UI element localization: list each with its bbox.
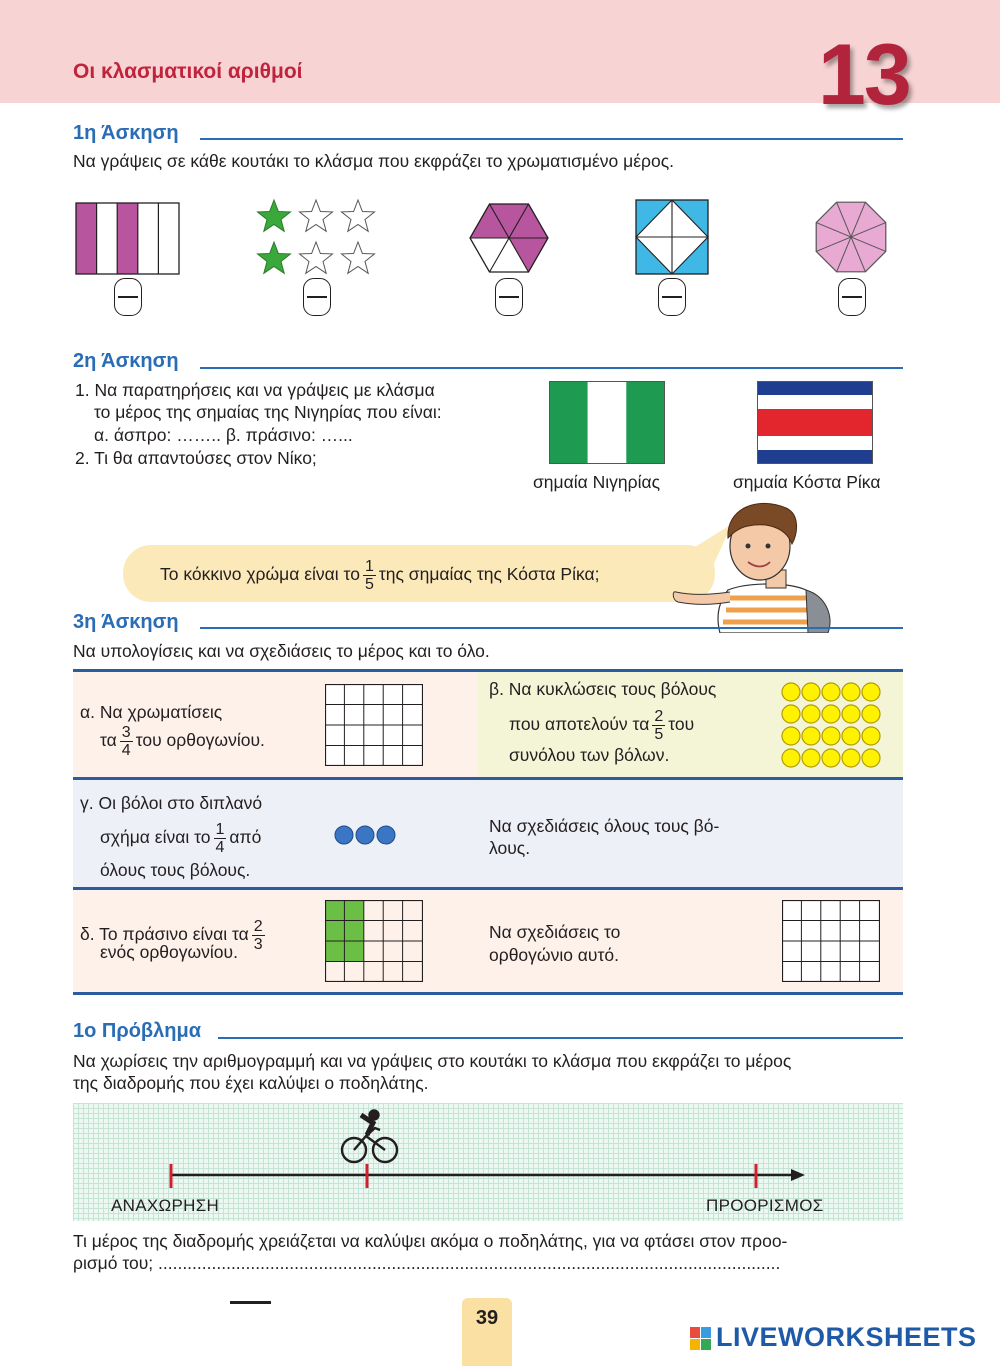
table-rule-top	[73, 669, 903, 672]
answer-box-2[interactable]	[303, 278, 331, 316]
exercise3-rule	[200, 627, 903, 629]
exercise1-instruction: Να γράψεις σε κάθε κουτάκι το κλάσμα που εκφράζει το χρωματισμένο μέρος.	[73, 151, 674, 171]
row-d-fraction-num: 2	[253, 918, 263, 935]
row-c-right-line1: Να σχεδιάσεις όλους τους βό-	[489, 816, 720, 836]
row-c-pre: σχήμα είναι το	[100, 827, 211, 848]
chapter-number: 13	[818, 27, 910, 123]
stars-shape	[258, 200, 375, 273]
exercise1-title: 1η Άσκηση	[73, 122, 179, 144]
row-c-post: από	[229, 827, 262, 848]
bubble-text-after: της σημαίας της Κόστα Ρίκα;	[378, 564, 600, 585]
row-a-line2	[100, 724, 265, 759]
bubble-fraction-num: 1	[364, 558, 374, 575]
table-rule-1	[73, 777, 903, 780]
nigeria-flag-caption: σημαία Νιγηρίας	[533, 472, 661, 492]
page-number: 39	[475, 1307, 499, 1329]
chapter-title: Οι κλασματικοί αριθμοί	[73, 60, 303, 83]
exercise2-line3: α. άσπρο: …….. β. πράσινο: …...	[94, 425, 353, 445]
problem1-instruction2: της διαδρομής που έχει καλύψει ο ποδηλάτης.	[73, 1073, 429, 1093]
table-rule-2	[73, 887, 903, 890]
square-triangles-shape	[636, 200, 708, 274]
row-d-pre: δ. Το πράσινο είναι τα	[80, 924, 249, 945]
start-label: ΑΝΑΧΩΡΗΣΗ	[111, 1196, 220, 1215]
row-b-line2	[509, 708, 694, 743]
exercise3-instruction: Να υπολογίσεις και να σχεδιάσεις το μέρος και το όλο.	[73, 641, 490, 661]
costa-rica-flag	[757, 381, 873, 464]
row-a-pre: τα	[100, 730, 117, 751]
star-3	[342, 200, 375, 231]
exercise2-line4: 2. Τι θα απαντούσες στον Νίκο;	[75, 448, 317, 468]
row-c-line1: γ. Οι βόλοι στο διπλανό	[80, 793, 263, 813]
row-c-marbles	[334, 824, 398, 846]
row-d-line2: ενός ορθογωνίου.	[100, 942, 238, 962]
nigeria-flag	[549, 381, 665, 464]
row-d-fraction-den: 3	[253, 936, 263, 953]
margin-dash	[230, 1301, 271, 1304]
row-a-fraction-den: 4	[121, 742, 131, 759]
exercise1-rule	[200, 138, 903, 140]
strips-shape	[76, 203, 179, 274]
costa-rica-flag-caption: σημαία Κόστα Ρίκα	[733, 472, 881, 492]
problem1-title: 1ο Πρόβλημα	[73, 1020, 202, 1042]
end-label: ΠΡΟΟΡΙΣΜΟΣ	[706, 1196, 824, 1215]
boy-illustration	[668, 498, 843, 633]
bubble-text	[160, 558, 599, 593]
row-b-fraction-den: 5	[654, 726, 664, 743]
problem1-instruction1: Να χωρίσεις την αριθμογραμμή και να γράψεις στο κουτάκι το κλάσμα που εκφράζει το μέρος	[73, 1051, 792, 1071]
star-5	[300, 242, 333, 273]
answer-box-3[interactable]	[495, 278, 523, 316]
table-rule-bottom	[73, 992, 903, 995]
exercise2-title: 2η Άσκηση	[73, 350, 179, 372]
row-d-grid	[325, 900, 423, 982]
row-a-fraction-num: 3	[121, 724, 131, 741]
row-c-fraction-num: 1	[215, 821, 225, 838]
bubble-text-before: Το κόκκινο χρώμα είναι το	[160, 564, 360, 585]
row-a-line1: α. Να χρωματίσεις	[80, 702, 223, 722]
answer-box-5[interactable]	[838, 278, 866, 316]
problem1-question1: Τι μέρος της διαδρομής χρειάζεται να καλύψει ακόμα ο ποδηλάτης, για να φτάσει στον προο-	[73, 1231, 788, 1251]
star-6	[342, 242, 375, 273]
cyclist-icon	[342, 1111, 397, 1163]
exercise1-shapes	[60, 190, 940, 290]
row-c-line3: όλους τους βόλους.	[100, 860, 251, 880]
exercise2-line1: 1. Να παρατηρήσεις και να γράψεις με κλάσμα	[75, 380, 435, 400]
row-b-fraction-num: 2	[654, 708, 664, 725]
row-c-fraction	[214, 821, 227, 856]
row-b-line3: συνόλου των βόλων.	[509, 745, 670, 765]
row-a-post: του ορθογωνίου.	[135, 730, 265, 751]
row-b-post: του	[668, 714, 695, 735]
exercise2-rule	[200, 367, 903, 369]
exercise2-line2: το μέρος της σημαίας της Νιγηρίας που είναι:	[94, 402, 442, 422]
exercise3-title: 3η Άσκηση	[73, 611, 179, 633]
hexagon-shape	[470, 204, 548, 272]
answer-box-4[interactable]	[658, 278, 686, 316]
row-d-fraction	[252, 918, 265, 953]
problem1-rule	[218, 1037, 903, 1039]
row-d-right-line1: Να σχεδιάσεις το	[489, 922, 621, 942]
star-2	[300, 200, 333, 231]
bubble-fraction-den: 5	[364, 576, 374, 593]
row-a-grid[interactable]	[325, 684, 423, 766]
row-b-fraction	[652, 708, 665, 743]
answer-box-1[interactable]	[114, 278, 142, 316]
row-c-line2	[100, 821, 261, 856]
row-b-pre: που αποτελούν τα	[509, 714, 650, 735]
row-c-fraction-den: 4	[215, 839, 225, 856]
row-b-line1: β. Να κυκλώσεις τους βόλους	[489, 679, 717, 699]
star-1	[258, 200, 291, 231]
row-a-fraction	[120, 724, 133, 759]
star-4	[258, 242, 291, 273]
row-b-marbles[interactable]	[780, 681, 886, 769]
liveworksheets-logo: LIVEWORKSHEETS	[716, 1322, 977, 1352]
row-d-answer-grid[interactable]	[782, 900, 880, 982]
octagon-shape	[816, 202, 886, 272]
liveworksheets-logo-icon	[690, 1327, 712, 1351]
row-d-right-line2: ορθογώνιο αυτό.	[489, 945, 619, 965]
bubble-fraction	[363, 558, 376, 593]
problem1-question2[interactable]: ρισμό του; ................................................................................................................................	[73, 1253, 781, 1273]
row-c-right-line2: λους.	[489, 838, 531, 858]
